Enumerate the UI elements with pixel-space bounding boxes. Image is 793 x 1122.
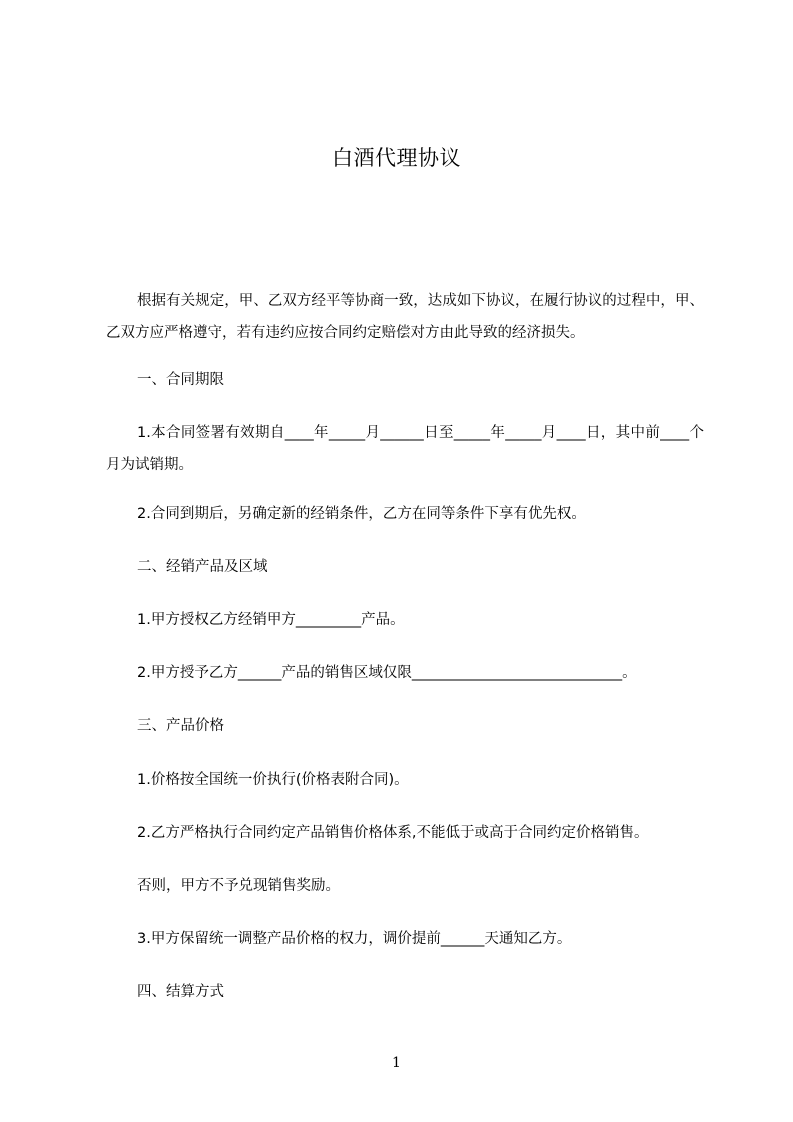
section-heading: 三、产品价格	[137, 718, 224, 734]
clause-paragraph: 1.价格按全国统一价执行(价格表附合同)。	[137, 772, 409, 788]
section-heading: 一、合同期限	[137, 372, 224, 388]
clause-paragraph: 1.甲方授权乙方经销甲方_________产品。	[137, 612, 405, 628]
clause-paragraph: 2.合同到期后，另确定新的经销条件，乙方在同等条件下享有优先权。	[137, 506, 586, 522]
section-heading: 四、结算方式	[137, 984, 224, 1000]
page-number: 1	[392, 1055, 401, 1071]
clause-paragraph: 3.甲方保留统一调整产品价格的权力，调价提前______天通知乙方。	[137, 931, 572, 947]
intro-paragraph: 根据有关规定，甲、乙双方经平等协商一致，达成如下协议，在履行协议的过程中，甲、乙双方应严格遵守，若有违约应按合同约定赔偿对方由此导致的经济损失。	[106, 293, 704, 341]
clause-paragraph: 1.本合同签署有效期自____年_____月______日至_____年_____月____日，其中前____个月为试销期。	[106, 425, 704, 473]
document-title: 白酒代理协议	[332, 146, 461, 170]
clause-paragraph: 否则，甲方不予兑现销售奖励。	[137, 878, 340, 894]
section-heading: 二、经销产品及区域	[137, 559, 268, 575]
clause-paragraph: 2.甲方授予乙方______产品的销售区域仅限_____________________________。	[137, 665, 637, 681]
clause-paragraph: 2.乙方严格执行合同约定产品销售价格体系,不能低于或高于合同约定价格销售。	[137, 825, 649, 841]
